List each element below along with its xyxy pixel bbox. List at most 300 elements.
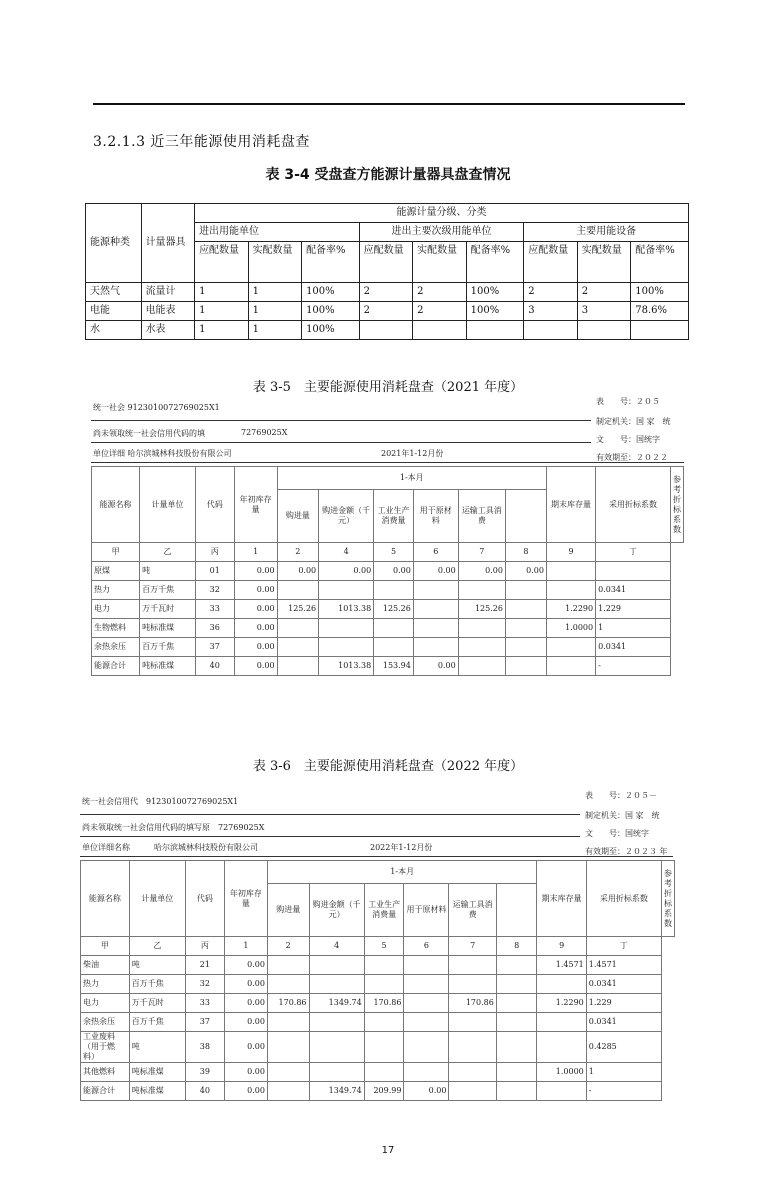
- table-cell: 1.0000: [537, 1063, 586, 1082]
- col-header-end-stock: 期末库存量: [537, 861, 586, 937]
- col-header-meter: 计量器具: [141, 204, 195, 283]
- table-cell: [505, 581, 546, 600]
- table-cell: 柴油: [81, 956, 130, 975]
- table-cell: [537, 1032, 586, 1063]
- table-cell: [413, 321, 467, 340]
- table-cell: 百万千焦: [140, 638, 196, 657]
- not-received-line: 尚未领取统一社会信用代码的填: [93, 429, 205, 438]
- index-cell: 丁: [586, 937, 661, 956]
- table-cell: 水: [86, 321, 142, 340]
- table-cell: 吨标准煤: [129, 1082, 185, 1101]
- index-cell: 9: [537, 937, 586, 956]
- table-cell: [458, 657, 505, 676]
- table-cell: 2: [413, 283, 467, 302]
- table-cell: 1.229: [586, 994, 661, 1013]
- table-cell: [449, 1013, 496, 1032]
- table-row: [86, 302, 689, 321]
- col-header-factor: 采用折标系数: [596, 467, 671, 543]
- not-received-code: 72769025X: [241, 428, 288, 437]
- table-cell: 0.00: [234, 562, 277, 581]
- table-cell: 1: [586, 1063, 661, 1082]
- col-header-purchase: 购进量: [267, 884, 309, 937]
- table-cell: 0.00: [234, 619, 277, 638]
- table-cell: 100%: [466, 283, 524, 302]
- table-cell: 余热余压: [81, 1013, 130, 1032]
- table-cell: [364, 1032, 404, 1063]
- table-cell: 电能表: [141, 302, 195, 321]
- col-header-code: 代码: [185, 861, 224, 937]
- table-row: [92, 562, 684, 581]
- index-cell: 2: [277, 543, 319, 562]
- col-header-g1: 进出用能单位: [195, 223, 360, 242]
- col-header-should: 应配数量: [524, 242, 578, 283]
- table-cell: 1.2290: [546, 600, 595, 619]
- index-cell: 8: [496, 937, 537, 956]
- table-cell: [413, 581, 458, 600]
- table-cell: 0.00: [234, 638, 277, 657]
- col-header-rate: 配备率%: [466, 242, 524, 283]
- table-cell: [364, 1013, 404, 1032]
- table-cell: 生物燃料: [92, 619, 140, 638]
- table-cell: [319, 619, 374, 638]
- table-cell: 37: [185, 1013, 224, 1032]
- table-cell: [309, 975, 364, 994]
- table-cell: [596, 562, 671, 581]
- table-cell: 36: [195, 619, 234, 638]
- table-cell: 电力: [92, 600, 140, 619]
- table-cell: 2: [359, 283, 413, 302]
- table-cell: [496, 1013, 537, 1032]
- issuer-line: 制定机关：国 家 统: [585, 811, 660, 820]
- col-header-name: 能源名称: [92, 467, 140, 543]
- table-row: [81, 975, 675, 994]
- col-header-industrial: 工业生产消费量: [374, 490, 414, 543]
- table-row: [81, 994, 675, 1013]
- col-header-begin-stock: 年初库存量: [234, 467, 277, 543]
- table-cell: 吨标准煤: [140, 657, 196, 676]
- table-cell: 153.94: [374, 657, 414, 676]
- table-cell: 0.0341: [586, 975, 661, 994]
- index-cell: 丙: [185, 937, 224, 956]
- table-cell: [413, 600, 458, 619]
- col-header-actual: 实配数量: [577, 242, 631, 283]
- table-cell: [546, 638, 595, 657]
- table-cell: [505, 638, 546, 657]
- table-cell: [277, 619, 319, 638]
- col-header-industrial: 工业生产消费量: [364, 884, 404, 937]
- table-cell: [505, 657, 546, 676]
- table-cell: 吨: [140, 562, 196, 581]
- table-cell: [449, 1063, 496, 1082]
- table-cell: 33: [185, 994, 224, 1013]
- col-header-group: 能源计量分级、分类: [195, 204, 689, 223]
- header-rule: [93, 103, 685, 105]
- table-cell: [374, 619, 414, 638]
- table-row: [86, 283, 689, 302]
- period-line: 2021年1-12月份: [381, 449, 444, 458]
- table-cell: [466, 321, 524, 340]
- table-cell: 1349.74: [309, 1082, 364, 1101]
- table-cell: 0.0341: [596, 581, 671, 600]
- table-row: [81, 1063, 675, 1082]
- table-cell: 100%: [302, 283, 360, 302]
- table-cell: [546, 657, 595, 676]
- table-cell: 100%: [302, 302, 360, 321]
- index-cell: 丙: [195, 543, 234, 562]
- table-cell: [309, 1013, 364, 1032]
- table-cell: 1: [195, 302, 249, 321]
- table-cell: 100%: [466, 302, 524, 321]
- index-cell: 乙: [140, 543, 196, 562]
- table-cell: 吨: [129, 956, 185, 975]
- table-cell: 0.00: [413, 657, 458, 676]
- table-cell: [309, 1032, 364, 1063]
- period-line: 2022年1-12月份: [370, 843, 433, 852]
- index-cell: 6: [413, 543, 458, 562]
- table-3-4-caption: 表 3-4 受盘查方能源计量器具盘查情况: [265, 167, 511, 183]
- table-cell: 2: [359, 302, 413, 321]
- table-cell: 工业废料（用于燃料）: [81, 1032, 130, 1063]
- index-cell: 5: [364, 937, 404, 956]
- col-header-ref-factor: 参考折标系数: [662, 861, 675, 937]
- index-cell: 4: [309, 937, 364, 956]
- credit-code-line: 统一社会信用代 912301007276902​5X1: [82, 797, 239, 806]
- index-cell: 6: [404, 937, 449, 956]
- table-cell: 电能: [86, 302, 142, 321]
- table-cell: 1349.74: [309, 994, 364, 1013]
- table-cell: [537, 1082, 586, 1101]
- table-cell: 吨标准煤: [129, 1063, 185, 1082]
- form-rule: [80, 814, 580, 815]
- index-cell: 7: [449, 937, 496, 956]
- table-cell: 0.00: [224, 1032, 267, 1063]
- table-cell: 万千瓦时: [140, 600, 196, 619]
- table-3-4: [85, 203, 689, 340]
- valid-until-line: 有效期至：２０２３ 年: [585, 847, 668, 856]
- table-cell: [364, 956, 404, 975]
- table-cell: 余热余压: [92, 638, 140, 657]
- table-cell: [319, 638, 374, 657]
- table-cell: [496, 975, 537, 994]
- table-cell: 1: [248, 302, 302, 321]
- table-cell: 33: [195, 600, 234, 619]
- table-cell: 2: [413, 302, 467, 321]
- col-header-raw-material: 用于原材料: [404, 884, 449, 937]
- table-cell: [496, 1032, 537, 1063]
- table-cell: [374, 581, 414, 600]
- table-cell: 0.00: [224, 1013, 267, 1032]
- table-cell: [404, 1032, 449, 1063]
- table-cell: [496, 1063, 537, 1082]
- form-number-line: 表 号：２０５: [596, 397, 660, 406]
- table-cell: 1: [195, 321, 249, 340]
- table-cell: 百万千焦: [129, 975, 185, 994]
- table-cell: 1.0000: [546, 619, 595, 638]
- table-cell: 0.0341: [586, 1013, 661, 1032]
- table-cell: 0.00: [319, 562, 374, 581]
- table-cell: 原煤: [92, 562, 140, 581]
- table-cell: 1.229: [596, 600, 671, 619]
- col-header-amount: 购进金额（千元）: [309, 884, 364, 937]
- col-header-unit: 计量单位: [140, 467, 196, 543]
- table-cell: 0.00: [505, 562, 546, 581]
- table-cell: 1.4571: [537, 956, 586, 975]
- doc-number-line: 文 号：国统字: [596, 435, 660, 444]
- form-table: [80, 860, 675, 1101]
- table-cell: 百万千焦: [140, 581, 196, 600]
- index-cell: 7: [458, 543, 505, 562]
- table-cell: [449, 956, 496, 975]
- table-cell: 209.99: [364, 1082, 404, 1101]
- col-header-ref-factor: 参考折标系数: [671, 467, 684, 543]
- table-cell: 流量计: [141, 283, 195, 302]
- table-cell: 1: [248, 283, 302, 302]
- table-cell: [364, 1063, 404, 1082]
- table-cell: [374, 638, 414, 657]
- table-cell: [546, 581, 595, 600]
- form-rule: [80, 856, 673, 857]
- table-cell: 0.00: [413, 562, 458, 581]
- table-row: [81, 1013, 675, 1032]
- table-row: [92, 600, 684, 619]
- table-cell: 125.26: [277, 600, 319, 619]
- table-cell: [404, 956, 449, 975]
- table-cell: 170.86: [364, 994, 404, 1013]
- table-cell: 1: [248, 321, 302, 340]
- table-cell: 32: [185, 975, 224, 994]
- table-cell: 40: [195, 657, 234, 676]
- table-cell: 0.00: [234, 657, 277, 676]
- col-header-period: 1-本月: [277, 467, 546, 490]
- table-cell: [577, 321, 631, 340]
- table-cell: [267, 1013, 309, 1032]
- table-3-5-caption: 表 3-5 主要能源使用消耗盘查（2021 年度）: [252, 380, 524, 395]
- table-cell: 1.2290: [537, 994, 586, 1013]
- col-header-raw-material: 用于原材料: [413, 490, 458, 543]
- index-cell: 4: [319, 543, 374, 562]
- issuer-line: 制定机关：国 家 统: [596, 417, 671, 426]
- table-cell: 0.00: [404, 1082, 449, 1101]
- table-cell: [309, 1063, 364, 1082]
- table-cell: [631, 321, 689, 340]
- table-cell: [404, 994, 449, 1013]
- table-row: [92, 638, 684, 657]
- table-row: [81, 1082, 675, 1101]
- table-cell: 0.00: [374, 562, 414, 581]
- table-cell: 1013.38: [319, 600, 374, 619]
- table-cell: [413, 619, 458, 638]
- table-cell: 0.00: [224, 1063, 267, 1082]
- table-row: [86, 321, 689, 340]
- table-cell: 37: [195, 638, 234, 657]
- table-cell: 百万千焦: [129, 1013, 185, 1032]
- index-cell: 乙: [129, 937, 185, 956]
- table-cell: 0.00: [458, 562, 505, 581]
- col-header-g2: 进出主要次级用能单位: [359, 223, 524, 242]
- section-title: 3.2.1.3 近三年能源使用消耗盘查: [93, 134, 310, 150]
- index-cell: 1: [224, 937, 267, 956]
- col-header-transport: 运输工具消费: [449, 884, 496, 937]
- form-table: [91, 466, 684, 676]
- col-header-name: 能源名称: [81, 861, 130, 937]
- table-row: [92, 657, 684, 676]
- table-3-6-form: [80, 790, 675, 1095]
- table-cell: 电力: [81, 994, 130, 1013]
- table-cell: [309, 956, 364, 975]
- table-cell: [505, 600, 546, 619]
- table-cell: 125.26: [458, 600, 505, 619]
- table-cell: [277, 581, 319, 600]
- table-cell: [267, 1063, 309, 1082]
- col-header-code: 代码: [195, 467, 234, 543]
- table-cell: [359, 321, 413, 340]
- table-cell: 水表: [141, 321, 195, 340]
- table-cell: 能源合计: [81, 1082, 130, 1101]
- col-header-should: 应配数量: [359, 242, 413, 283]
- table-cell: 天然气: [86, 283, 142, 302]
- index-cell: 8: [505, 543, 546, 562]
- form-rule: [91, 462, 684, 463]
- table-cell: 21: [185, 956, 224, 975]
- table-cell: 2: [524, 283, 578, 302]
- table-cell: 0.00: [277, 562, 319, 581]
- table-cell: [496, 994, 537, 1013]
- table-cell: [458, 581, 505, 600]
- table-cell: 170.86: [449, 994, 496, 1013]
- table-cell: 0.00: [224, 975, 267, 994]
- table-cell: [404, 1013, 449, 1032]
- unit-name-line: 单位详细名称 哈尔滨城林科技股份有限公司: [82, 843, 258, 852]
- table-cell: 0.00: [234, 581, 277, 600]
- table-cell: [277, 657, 319, 676]
- table-cell: [404, 975, 449, 994]
- doc-number-line: 文 号：国统字: [585, 829, 649, 838]
- table-3-6-caption: 表 3-6 主要能源使用消耗盘查（2022 年度）: [252, 759, 524, 774]
- table-cell: [496, 956, 537, 975]
- table-cell: 3: [524, 302, 578, 321]
- table-cell: 1.4571: [586, 956, 661, 975]
- col-header-actual: 实配数量: [248, 242, 302, 283]
- table-row: [92, 619, 684, 638]
- table-cell: -: [586, 1082, 661, 1101]
- col-header-period: 1-本月: [267, 861, 537, 884]
- table-cell: 1: [596, 619, 671, 638]
- table-cell: [546, 562, 595, 581]
- not-received-line: 尚未领取统一社会信用代码的填写原 72769025X: [82, 823, 265, 832]
- col-header-rate: 配备率%: [631, 242, 689, 283]
- table-cell: 0.00: [234, 600, 277, 619]
- index-cell: 甲: [92, 543, 140, 562]
- table-cell: 其他燃料: [81, 1063, 130, 1082]
- col-header-unit: 计量单位: [129, 861, 185, 937]
- table-cell: [505, 619, 546, 638]
- table-cell: 100%: [631, 283, 689, 302]
- table-cell: 170.86: [267, 994, 309, 1013]
- credit-code-line: 统一社会 91230100727690​25X1: [93, 403, 220, 412]
- col-header-should: 应配数量: [195, 242, 249, 283]
- table-cell: 吨: [129, 1032, 185, 1063]
- col-header-transport: 运输工具消费: [458, 490, 505, 543]
- table-cell: [267, 1032, 309, 1063]
- table-cell: 能源合计: [92, 657, 140, 676]
- page-number: 17: [381, 1145, 395, 1156]
- table-cell: 0.00: [224, 956, 267, 975]
- table-cell: 万千瓦时: [129, 994, 185, 1013]
- col-header-factor: 采用折标系数: [586, 861, 661, 937]
- table-cell: [537, 975, 586, 994]
- table-cell: [537, 1013, 586, 1032]
- index-cell: 2: [267, 937, 309, 956]
- table-cell: [449, 975, 496, 994]
- table-cell: 78.6%: [631, 302, 689, 321]
- table-cell: -: [596, 657, 671, 676]
- table-cell: [277, 638, 319, 657]
- table-cell: [496, 1082, 537, 1101]
- table-cell: 0.0341: [596, 638, 671, 657]
- table-cell: [449, 1082, 496, 1101]
- col-header-rate: 配备率%: [302, 242, 360, 283]
- col-header-g3: 主要用能设备: [524, 223, 689, 242]
- table-cell: 32: [195, 581, 234, 600]
- table-cell: 热力: [81, 975, 130, 994]
- table-cell: [267, 975, 309, 994]
- index-cell: 9: [546, 543, 595, 562]
- unit-name-line: 单位详细 哈尔滨城林科技股份有限公司: [93, 449, 232, 458]
- form-number-line: 表 号：２０５－: [585, 791, 657, 800]
- col-header-purchase: 购进量: [277, 490, 319, 543]
- table-3-5-form: [91, 396, 684, 714]
- form-rule: [91, 420, 591, 421]
- table-cell: [458, 619, 505, 638]
- index-cell: 5: [374, 543, 414, 562]
- table-cell: 2: [577, 283, 631, 302]
- table-cell: 39: [185, 1063, 224, 1082]
- table-cell: [267, 956, 309, 975]
- table-cell: [458, 638, 505, 657]
- table-cell: 热力: [92, 581, 140, 600]
- table-cell: 0.00: [224, 994, 267, 1013]
- table-cell: 1: [195, 283, 249, 302]
- table-cell: 吨标准煤: [140, 619, 196, 638]
- col-header-actual: 实配数量: [413, 242, 467, 283]
- table-cell: [319, 581, 374, 600]
- table-cell: 0.4285: [586, 1032, 661, 1063]
- table-cell: 38: [185, 1032, 224, 1063]
- col-header-energy: 能源种类: [86, 204, 142, 283]
- table-cell: 40: [185, 1082, 224, 1101]
- col-header-begin-stock: 年初库存量: [224, 861, 267, 937]
- table-cell: 1013.38: [319, 657, 374, 676]
- table-cell: 3: [577, 302, 631, 321]
- index-cell: 1: [234, 543, 277, 562]
- valid-until-line: 有效期至：２０２２: [596, 453, 668, 462]
- form-rule: [91, 442, 591, 443]
- table-cell: 100%: [302, 321, 360, 340]
- table-cell: [524, 321, 578, 340]
- table-row: [81, 956, 675, 975]
- table-cell: [364, 975, 404, 994]
- table-cell: [449, 1032, 496, 1063]
- table-cell: [404, 1063, 449, 1082]
- form-rule: [80, 836, 580, 837]
- table-cell: [413, 638, 458, 657]
- col-header-amount: 购进金额（千元）: [319, 490, 374, 543]
- col-header-end-stock: 期末库存量: [546, 467, 595, 543]
- table-row: [92, 581, 684, 600]
- index-cell: 甲: [81, 937, 130, 956]
- table-cell: 0.00: [224, 1082, 267, 1101]
- table-row: [81, 1032, 675, 1063]
